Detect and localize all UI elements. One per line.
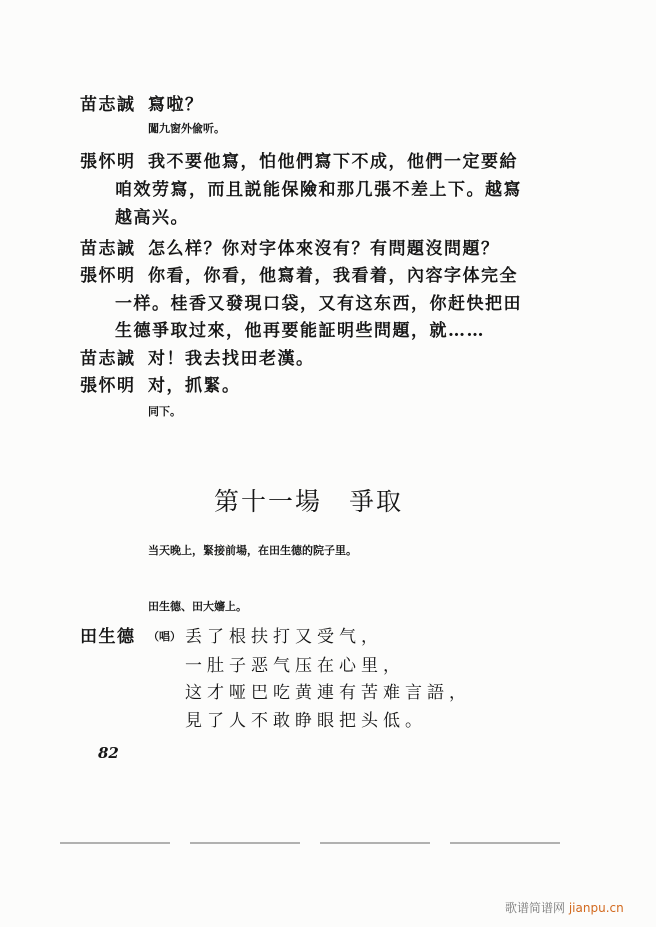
scene-title: 第十一場 爭取 [214,487,404,516]
song-line: 一肚子恶气压在心里， [185,656,405,676]
speaker: 張怀明 [80,376,136,396]
page-number: 82 [98,744,119,762]
dialogue: 我不要他寫，怕他們寫下不成，他們一定要給 [148,152,518,172]
stage-direction: 同下。 [148,405,181,418]
scan-artifact-line [190,842,300,844]
song-line: 見了人不敢睁眼把头低。 [185,711,427,731]
speaker: 田生德 [80,627,136,647]
speaker: 苗志誠 [80,239,136,259]
stage-direction: 闖九窗外偸听。 [148,122,225,135]
dialogue-continuation: 生德爭取过來，他再要能証明些問題，就…… [115,321,485,341]
song-line: 这才哑巴吃黄連有苦难言語， [185,683,471,703]
scene-setting: 当天晚上，緊接前場，在田生德的院子里。 [148,544,357,557]
entrance-direction: 田生德、田大嬸上。 [148,600,247,613]
scan-artifact-line [320,842,430,844]
speaker: 張怀明 [80,266,136,286]
dialogue: 怎么样？你对字体來沒有？有問題沒問題？ [148,239,500,259]
dialogue: 寫啦？ [148,95,204,115]
dialogue: 对！我去找田老漢。 [148,349,315,369]
dialogue-continuation: 一样。桂香又發現口袋，又有这东西，你赶快把田 [115,294,522,314]
speaker: 苗志誠 [80,349,136,369]
speaker: 苗志誠 [80,95,136,115]
watermark-cn: 歌谱简谱网 [505,901,566,915]
dialogue-continuation: 咱效劳寫，而且説能保險和那几張不差上下。越寫 [115,180,522,200]
song-line: 丢了根扶打又受气， [185,627,383,647]
dialogue: 你看，你看，他寫着，我看着，內容字体完全 [148,266,518,286]
dialogue: 对，抓緊。 [148,376,241,396]
song-marker: （唱） [148,630,181,643]
scan-artifact-line [450,842,560,844]
dialogue-continuation: 越高兴。 [115,208,189,228]
watermark-url: jianpu.cn [568,901,624,915]
scan-artifact-line [60,842,170,844]
speaker: 張怀明 [80,152,136,172]
watermark [505,899,624,916]
